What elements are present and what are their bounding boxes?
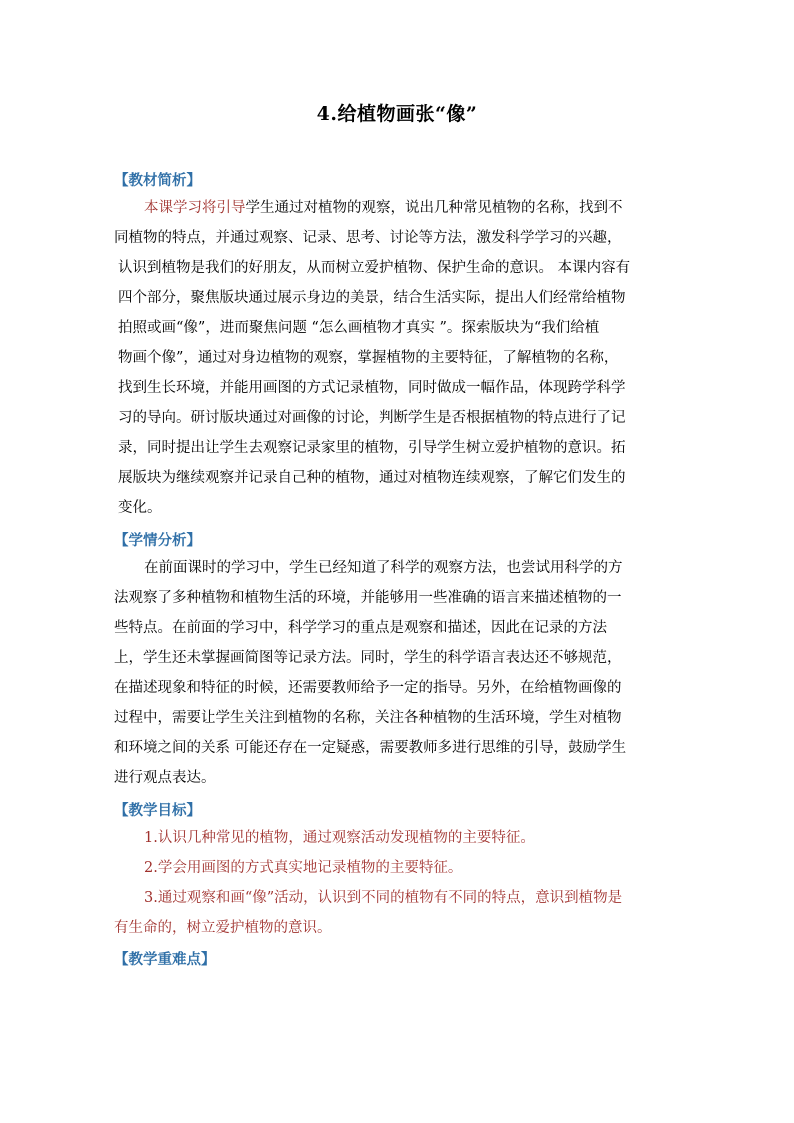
section-heading-teaching-objectives: 【教学目标】 <box>114 802 201 819</box>
paragraph-line: 物画个像”，通过对身边植物的观察，掌握植物的主要特征，了解植物的名称， <box>118 350 619 366</box>
paragraph-line: 本课学习将引导学生通过对植物的观察，说出几种常见植物的名称，找到不 <box>144 200 623 216</box>
paragraph-line: 四个部分，聚焦版块通过展示身边的美景，结合生活实际，提出人们经常给植物 <box>118 290 626 306</box>
paragraph-line: 同植物的特点，并通过观察、记录、思考、讨论等方法，激发科学学习的兴趣， <box>114 230 622 246</box>
page-title: 4.给植物画张“像” <box>316 103 478 125</box>
section-heading-learner-analysis: 【学情分析】 <box>114 532 201 549</box>
paragraph-line: 进行观点表达。 <box>114 770 216 786</box>
objective-item: 3.通过观察和画“像”活动，认识到不同的植物有不同的特点，意识到植物是 <box>144 890 623 906</box>
paragraph-line: 些特点。在前面的学习中，科学学习的重点是观察和描述，因此在记录的方法 <box>114 620 607 636</box>
paragraph-line: 拍照或画“像”，进而聚焦问题 “怎么画植物才真实 ”。探索版块为“我们给植 <box>118 320 600 336</box>
paragraph-line: 录，同时提出让学生去观察记录家里的植物，引导学生树立爱护植物的意识。拓 <box>118 440 626 456</box>
paragraph-line: 法观察了多种植物和植物生活的环境，并能够用一些准确的语言来描述植物的一 <box>114 590 622 606</box>
section-heading-textbook-analysis: 【教材简析】 <box>114 172 201 189</box>
section-heading-key-difficulties: 【教学重难点】 <box>114 951 216 968</box>
paragraph-line: 上，学生还未掌握画简图等记录方法。同时，学生的科学语言表达还不够规范， <box>114 650 622 666</box>
paragraph-line: 在描述现象和特征的时候，还需要教师给予一定的指导。另外，在给植物画像的 <box>114 680 622 696</box>
paragraph-line: 找到生长环境，并能用画图的方式记录植物，同时做成一幅作品，体现跨学科学 <box>118 380 626 396</box>
objective-item-continued: 有生命的，树立爱护植物的意识。 <box>114 920 332 936</box>
highlighted-text: 本课学习将引导 <box>144 200 246 216</box>
objective-item: 2.学会用画图的方式真实地记录植物的主要特征。 <box>144 860 463 876</box>
paragraph-line: 展版块为继续观察并记录自己种的植物，通过对植物连续观察，了解它们发生的 <box>118 470 626 486</box>
paragraph-line: 和环境之间的关系 可能还存在一定疑惑，需要教师多进行思维的引导，鼓励学生 <box>114 740 627 756</box>
paragraph-line: 认识到植物是我们的好朋友，从而树立爱护植物、保护生命的意识。 本课内容有 <box>118 260 631 276</box>
paragraph-line: 过程中，需要让学生关注到植物的名称，关注各种植物的生活环境，学生对植物 <box>114 710 622 726</box>
paragraph-line: 在前面课时的学习中，学生已经知道了科学的观察方法，也尝试用科学的方 <box>144 560 623 576</box>
paragraph-line: 习的导向。研讨版块通过对画像的讨论，判断学生是否根据植物的特点进行了记 <box>118 410 626 426</box>
paragraph-line: 变化。 <box>118 500 162 516</box>
objective-item: 1.认识几种常见的植物，通过观察活动发现植物的主要特征。 <box>144 830 535 846</box>
